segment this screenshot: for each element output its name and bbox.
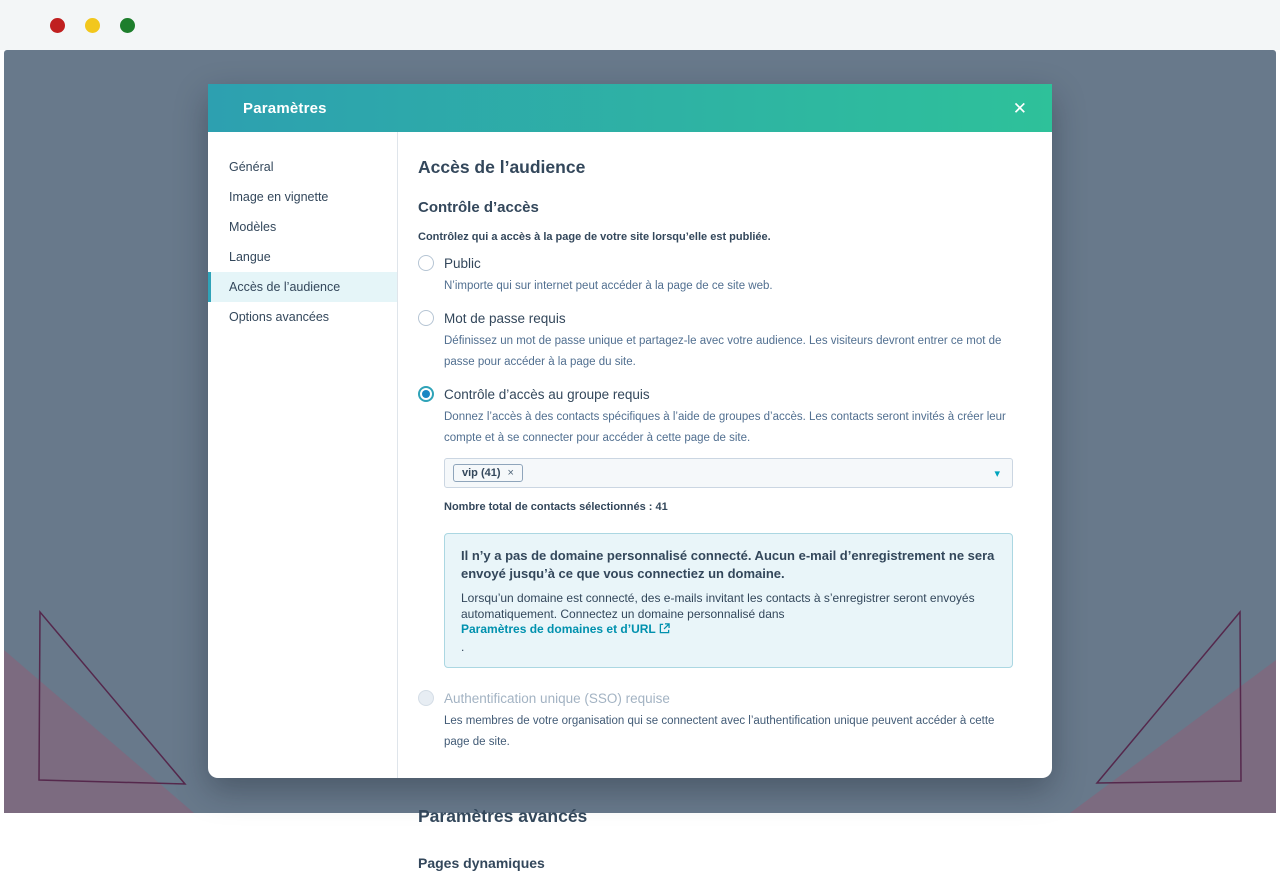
sidebar-item-advanced-options[interactable]: Options avancées	[229, 310, 330, 324]
radio-unchecked-icon[interactable]	[418, 310, 434, 326]
option-sso-row	[418, 690, 1013, 706]
advanced-settings-heading: Paramètres avancés	[418, 806, 588, 826]
page-background	[4, 50, 1276, 871]
modal-body	[208, 132, 1052, 871]
domain-info-suffix: .	[461, 639, 465, 654]
option-public-label: Public	[444, 255, 481, 271]
option-password-description: Définissez un mot de passe unique et partagez-le avec votre audience. Les visiteurs devront entrer ce mot de passe pour accéder à la page du site.	[444, 335, 1002, 368]
domain-info-alert	[444, 533, 1013, 668]
radio-unchecked-icon[interactable]	[418, 255, 434, 271]
domain-info-body-text: Lorsqu’un domaine est connecté, des e-mails invitant les contacts à s’enregistrer seront envoyés automatiquement. Connectez un domaine personnalisé dans	[461, 591, 975, 621]
option-group-access-label: Contrôle d’accès au groupe requis	[444, 386, 650, 402]
window-close-button[interactable]	[50, 18, 65, 33]
access-groups-multiselect[interactable]	[444, 458, 1013, 488]
sidebar-item-audience-access[interactable]: Accès de l’audience	[208, 272, 397, 302]
access-group-tag-label: vip (41)	[462, 467, 501, 479]
option-public-description: N’importe qui sur internet peut accéder à la page de ce site web.	[444, 280, 773, 292]
option-password-row[interactable]	[418, 310, 1013, 326]
contacts-total-text: Nombre total de contacts sélectionnés : 41	[444, 501, 668, 513]
audience-access-panel	[398, 132, 1052, 871]
option-sso-description: Les membres de votre organisation qui se connectent avec l’authentification unique peuvent accéder à cette page de site.	[444, 715, 995, 748]
option-password-label: Mot de passe requis	[444, 310, 566, 326]
sidebar-item-templates[interactable]: Modèles	[229, 220, 277, 234]
settings-sidebar	[208, 132, 398, 778]
domain-settings-link[interactable]	[461, 622, 670, 636]
access-control-heading: Contrôle d’accès	[418, 199, 539, 216]
dynamic-pages-heading: Pages dynamiques	[418, 855, 545, 871]
sidebar-item-thumbnail-image[interactable]: Image en vignette	[229, 190, 329, 204]
domain-info-body	[461, 591, 996, 655]
settings-modal	[208, 84, 1052, 871]
sidebar-item-language[interactable]: Langue	[229, 250, 271, 264]
group-access-widgets	[444, 458, 1013, 668]
chevron-down-icon[interactable]: ▾	[994, 467, 1000, 480]
modal-header	[208, 84, 1052, 132]
sidebar-item-general[interactable]: Général	[229, 160, 274, 174]
option-password-required	[418, 310, 1013, 373]
window-minimize-button[interactable]	[85, 18, 100, 33]
window-controls	[50, 18, 135, 33]
modal-title: Paramètres	[243, 99, 327, 117]
option-group-access-row[interactable]	[418, 386, 1013, 402]
option-sso-label: Authentification unique (SSO) requise	[444, 690, 670, 706]
option-public-row[interactable]	[418, 255, 1013, 271]
window-maximize-button[interactable]	[120, 18, 135, 33]
close-icon[interactable]: ✕	[1012, 98, 1027, 118]
option-group-access-description: Donnez l’accès à des contacts spécifiques à l’aide de groupes d’accès. Les contacts seront invités à créer leur compte et à se connecter pour accéder à cette page de site.	[444, 411, 1006, 444]
domain-settings-link-label: Paramètres de domaines et d’URL	[461, 622, 656, 636]
page-title: Accès de l’audience	[418, 157, 586, 177]
access-control-intro: Contrôlez qui a accès à la page de votre site lorsqu’elle est publiée.	[418, 231, 771, 243]
domain-info-title: Il n’y a pas de domaine personnalisé connecté. Aucun e-mail d’enregistrement ne sera envoyé jusqu’à ce que vous connectiez un domaine.	[461, 548, 995, 581]
option-group-access	[418, 386, 1013, 668]
browser-topbar	[0, 0, 1280, 50]
decor-fill-left	[4, 650, 194, 813]
option-public	[418, 255, 1013, 297]
radio-disabled-icon	[418, 690, 434, 706]
remove-tag-icon[interactable]: ×	[507, 467, 514, 479]
access-group-tag	[453, 464, 523, 482]
decor-fill-right	[1070, 660, 1276, 813]
radio-checked-icon[interactable]	[418, 386, 434, 402]
external-link-icon	[659, 623, 670, 634]
option-sso	[418, 690, 1013, 753]
